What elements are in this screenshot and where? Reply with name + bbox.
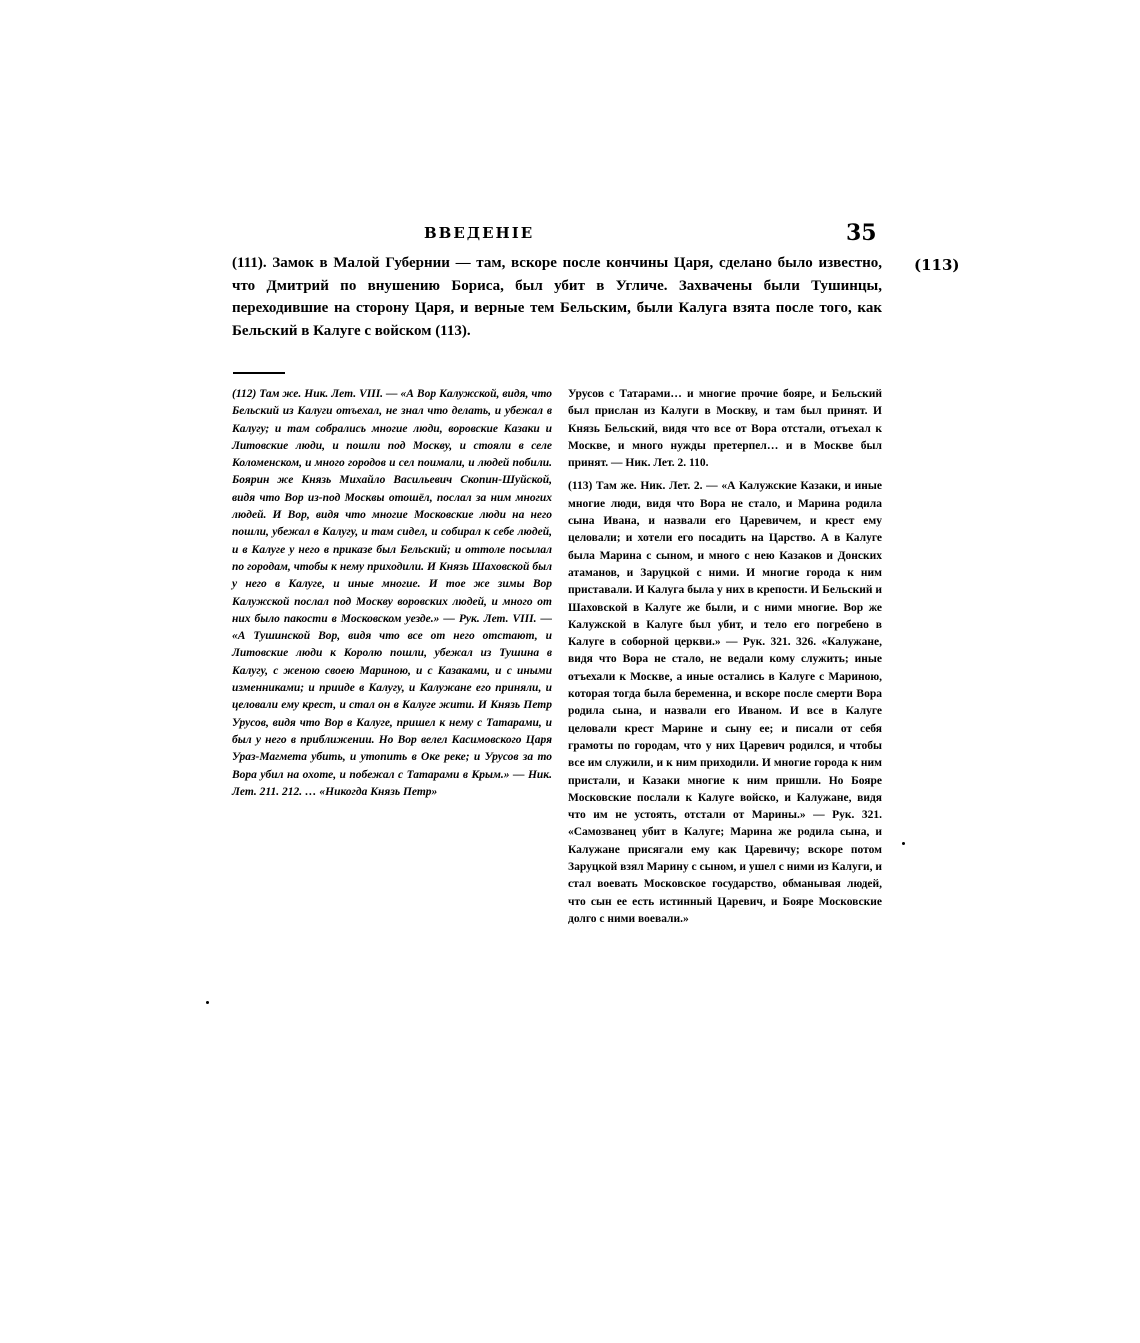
main-paragraph: (111). Замок в Малой Губернии — там, вскоре после кончины Царя, сделано было известно, что Дмитрий по внушению Бориса, был убит в Угличе. Захвачены были Тушинцы, переходившие на сторону Царя, и верные тем Бельским, были Калуга взята после того, как Бельский в Калуге с войском (113). [232, 255, 882, 339]
page-number: 35 [846, 220, 877, 246]
footnote-divider [233, 372, 285, 374]
footnote-column-right [568, 386, 882, 1216]
footnote-paragraph: Урусов с Татарами… и многие прочие бояре, и Бельский был прислан из Калуги в Москву, и там был принят. И Князь Бельский, видя что все от Вора отстали, отъехал к Москве, и много нужды претерпел… и в Москве был принят. — Ник. Лет. 2. 110. [568, 388, 882, 470]
footnote-paragraph: (113) Там же. Ник. Лет. 2. — «А Калужские Казаки, и иные многие люди, видя что Вора не стало, и Марина родила сына Ивана, и назвали его Царевичем, и крест ему целовали; и хотели его посадить на Царство. А в Калуге была Марина с сыном, и много с нею Казаков и Донских атаманов, и Заруцкой с ними. И многие города к ним приставали. И Калуга была у них в крепости. И Бельский и Шаховской в Калуге же были, и с ними многие. Вор же Калужской в Калуге был убит, и тело его погребено в Калуге в соборной церкви.» — Рук. 321. 326. «Калужане, видя что Вора не стало, не ведали кому служить; иные отъехали к Москве, а иные остались в Калуге с Мариною, которая тогда была беременна, и вскоре после смерти Вора родила сына, и назвали его Иваном. И все в Калуге целовали крест Марине и сыну ее; и писали от себя грамоты по городам, что у них Царевич родился, и чтобы все им служили, и к ним приходили. И многие города к ним пристали, и Казаки многие к ним пришли. Но Бояре Московские послали к Калуге войско, и Калужане, видя что им не устоять, отстали от Марины.» — Рук. 321. «Самозванец убит в Калуге; Марина же родила сына, и Калужане присягали ему как Царевичу; вскоре потом Заруцкой взял Марину с сыном, и ушел с ними из Калуги, и стал воевать Московское государство, обманывая людей, что сын ее есть истинный Царевич, и Бояре Московские долго с ними воевали.» [568, 480, 882, 925]
footnote-paragraph: (112) Там же. Ник. Лет. VIII. — «А Вор Калужской, видя, что Бельский из Калуги отъехал, не знал что делать, и убежал в Калугу; и там собрались многие люди, воровские Казаки и Литовские люди, и пошли под Москву, и стояли в селе Коломенском, и много городов и сел поимали, и людей побили. Боярин же Князь Михайло Васильевич Скопин-Шуйской, видя что Вор из-под Москвы отошёл, послал за ним многих людей. И Вор, видя что многие Московские люди на него пошли, убежал в Калугу, и там сидел, и собирал к себе людей, и в Калуге у него в приказе был Бельский; и оттоле посылал по городам, чтобы к нему приходили. И Князь Шаховской был у него в Калуге, и иные многие. И тое же зимы Вор Калужской послал под Москву воровских людей, и много от них было пакости в Московском уезде.» — Рук. Лет. VIII. — «А Тушинской Вор, видя что все от него отстают, и Литовские люди к Королю пошли, убежал из Тушина в Калугу, с женою своею Мариною, и с Казаками, и с иными изменниками; и прииде в Калугу, и Калужане его приняли, и целовали ему крест, и стал он в Калуге жити. И Князь Петр Урусов, видя что Вор в Калуге, пришел к нему с Татарами, и был у него в приближении. Но Вор велел Касимовского Царя Ураз-Магмета убить, и утопить в Оке реке; и Урусов за то Вора убил на охоте, и побежал с Татарами в Крым.» — Ник. Лет. 211. 212. … «Никогда Князь Петр» [232, 388, 552, 798]
footnote-column-left [232, 386, 552, 1216]
scan-speck [902, 842, 905, 845]
running-title: ВВЕДЕНІЕ [424, 224, 535, 242]
scan-speck [206, 1001, 209, 1004]
margin-note: (113) [914, 256, 960, 274]
